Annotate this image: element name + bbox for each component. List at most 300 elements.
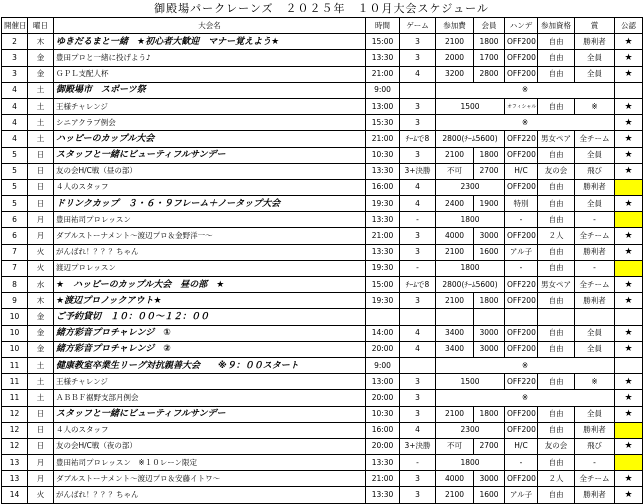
table-cell: 3000	[474, 471, 505, 487]
table-cell: 14:00	[366, 325, 400, 341]
table-cell: OFF200	[505, 422, 538, 438]
table-cell: -	[505, 455, 538, 471]
table-cell: OFF200	[505, 293, 538, 309]
table-cell: 12	[2, 438, 28, 454]
table-cell: 自由	[538, 98, 575, 114]
table-cell: ★渡辺プロノックアウト★	[54, 293, 366, 309]
table-cell: 3	[400, 471, 436, 487]
table-cell: 3400	[436, 325, 474, 341]
column-header: 会員	[474, 18, 505, 34]
table-cell: 2800	[474, 66, 505, 82]
column-header: 参加費	[436, 18, 474, 34]
column-header: ゲーム	[400, 18, 436, 34]
table-cell: 金	[28, 66, 54, 82]
table-cell: ﾁｰﾑで8	[400, 131, 436, 147]
table-cell: 日	[28, 147, 54, 163]
table-cell: 16:00	[366, 422, 400, 438]
table-cell: ★	[615, 390, 643, 406]
table-cell: ★ ハッピーのカップル大会 昼の部 ★	[54, 277, 366, 293]
table-cell: 全員	[575, 196, 615, 212]
table-cell: -	[575, 260, 615, 276]
table-cell: ※	[436, 82, 615, 98]
table-cell: 3	[400, 228, 436, 244]
table-row	[2, 309, 643, 325]
table-cell: ★	[615, 34, 643, 50]
table-cell: 3000	[474, 228, 505, 244]
table-cell: 6	[2, 212, 28, 228]
table-cell: 自由	[538, 212, 575, 228]
table-cell: 1800	[474, 34, 505, 50]
table-cell: 5	[2, 179, 28, 195]
table-cell: 3	[400, 147, 436, 163]
table-cell: 21:00	[366, 228, 400, 244]
table-cell: 2800(ﾁｰﾑ5600)	[436, 131, 505, 147]
column-header: 曜日	[28, 18, 54, 34]
table-row	[2, 406, 643, 422]
table-cell: 11	[2, 357, 28, 373]
table-cell: 4	[400, 325, 436, 341]
table-cell: OFF200	[505, 325, 538, 341]
table-cell	[474, 309, 505, 325]
table-cell: 金	[28, 309, 54, 325]
table-cell: 月	[28, 212, 54, 228]
table-cell: -	[400, 260, 436, 276]
table-cell: 4000	[436, 471, 474, 487]
table-cell: OFF200	[505, 66, 538, 82]
table-cell: 全員	[575, 50, 615, 66]
table-cell: ＧＰＬ支配人杯	[54, 66, 366, 82]
table-cell: 2100	[436, 293, 474, 309]
table-cell: 自由	[538, 293, 575, 309]
table-cell: 10:30	[366, 406, 400, 422]
table-cell: 日	[28, 406, 54, 422]
table-cell: 10	[2, 325, 28, 341]
table-cell: ★	[615, 471, 643, 487]
table-cell: 21:00	[366, 471, 400, 487]
column-header: 時間	[366, 18, 400, 34]
table-cell: 金	[28, 341, 54, 357]
table-cell: 3	[2, 66, 28, 82]
table-cell: 3	[400, 34, 436, 50]
table-cell: 3	[400, 115, 436, 131]
table-row	[2, 438, 643, 454]
table-cell: 自由	[538, 487, 575, 503]
table-cell: 1800	[474, 406, 505, 422]
table-cell: 土	[28, 357, 54, 373]
table-cell: 全員	[575, 406, 615, 422]
table-cell: 飛び	[575, 163, 615, 179]
table-cell: 15:00	[366, 34, 400, 50]
table-cell: 4	[2, 131, 28, 147]
table-cell: 1500	[436, 374, 505, 390]
table-cell: 5	[2, 163, 28, 179]
table-cell: 木	[28, 293, 54, 309]
table-cell: 勝利者	[575, 244, 615, 260]
table-cell: -	[505, 260, 538, 276]
table-cell: 3	[400, 406, 436, 422]
table-cell: ★	[615, 374, 643, 390]
table-cell: 9:00	[366, 82, 400, 98]
table-cell: ★	[615, 341, 643, 357]
table-cell: シニアクラブ例会	[54, 115, 366, 131]
table-cell: 火	[28, 487, 54, 503]
column-header: 賞	[575, 18, 615, 34]
table-cell: 勝利者	[575, 34, 615, 50]
table-cell: 9	[2, 293, 28, 309]
table-cell: 日	[28, 196, 54, 212]
column-header: 開催日	[2, 18, 28, 34]
table-cell: 火	[28, 244, 54, 260]
table-cell: 2100	[436, 244, 474, 260]
table-cell: 4	[2, 115, 28, 131]
table-cell: ４人のスタッフ	[54, 179, 366, 195]
table-cell: 9:00	[366, 357, 400, 373]
table-cell: 土	[28, 131, 54, 147]
table-cell: 3	[400, 374, 436, 390]
table-cell: 11	[2, 390, 28, 406]
table-cell: 14	[2, 487, 28, 503]
table-cell: ★	[615, 131, 643, 147]
table-cell: OFF200	[505, 50, 538, 66]
table-cell: ハッピーのカップル大会	[54, 131, 366, 147]
table-cell: 自由	[538, 196, 575, 212]
table-row	[2, 341, 643, 357]
table-cell: 19:30	[366, 293, 400, 309]
table-cell: 13	[2, 455, 28, 471]
table-cell: ★	[615, 66, 643, 82]
table-cell: 自由	[538, 34, 575, 50]
table-row	[2, 277, 643, 293]
table-cell: 20:00	[366, 341, 400, 357]
table-cell: 13:00	[366, 374, 400, 390]
table-cell: ★	[615, 438, 643, 454]
table-cell: H/C	[505, 438, 538, 454]
column-header: 公認	[615, 18, 643, 34]
table-row	[2, 471, 643, 487]
table-cell: 友の会	[538, 163, 575, 179]
table-cell: ★	[615, 487, 643, 503]
table-cell: ★	[615, 147, 643, 163]
table-row	[2, 179, 643, 195]
table-row	[2, 131, 643, 147]
table-cell: 3	[400, 50, 436, 66]
table-row	[2, 244, 643, 260]
table-cell: 自由	[538, 260, 575, 276]
table-row	[2, 212, 643, 228]
table-cell	[615, 455, 643, 471]
table-row	[2, 293, 643, 309]
table-cell: ★	[615, 406, 643, 422]
table-cell: 土	[28, 390, 54, 406]
table-cell	[436, 309, 474, 325]
table-row	[2, 147, 643, 163]
table-cell: 自由	[538, 422, 575, 438]
table-cell: 自由	[538, 179, 575, 195]
table-cell: ※	[575, 98, 615, 114]
table-cell	[615, 422, 643, 438]
table-cell: ※	[575, 374, 615, 390]
table-cell: OFF220	[505, 277, 538, 293]
table-cell: ダブルストーナメント～渡辺プロ＆金野洋一～	[54, 228, 366, 244]
table-row	[2, 50, 643, 66]
table-cell: アル子	[505, 487, 538, 503]
table-cell: OFF200	[505, 228, 538, 244]
table-cell: 2100	[436, 406, 474, 422]
table-cell: 1900	[474, 196, 505, 212]
table-cell: 月	[28, 471, 54, 487]
table-cell	[400, 82, 436, 98]
table-cell: 全チーム	[575, 228, 615, 244]
table-cell: 19:30	[366, 196, 400, 212]
table-cell: 1800	[436, 260, 505, 276]
table-cell: 2400	[436, 196, 474, 212]
table-cell: 自由	[538, 50, 575, 66]
table-cell: 2700	[474, 163, 505, 179]
table-cell: 勝利者	[575, 179, 615, 195]
table-cell: 土	[28, 98, 54, 114]
table-cell: 3+決勝	[400, 438, 436, 454]
table-cell: ★	[615, 196, 643, 212]
table-row	[2, 260, 643, 276]
table-cell: 2800(ﾁｰﾑ5600)	[436, 277, 505, 293]
table-cell: 日	[28, 163, 54, 179]
table-row	[2, 455, 643, 471]
table-cell: OFF200	[505, 179, 538, 195]
table-cell: 自由	[538, 455, 575, 471]
table-cell	[400, 357, 436, 373]
table-cell: 1800	[436, 212, 505, 228]
table-row	[2, 115, 643, 131]
table-cell: 1700	[474, 50, 505, 66]
column-header: 参加資格	[538, 18, 575, 34]
table-cell: アル子	[505, 244, 538, 260]
table-cell: ★	[615, 228, 643, 244]
table-row	[2, 163, 643, 179]
table-cell	[505, 309, 538, 325]
table-cell: 1500	[436, 98, 505, 114]
table-cell: 13:00	[366, 98, 400, 114]
table-cell: 2300	[436, 179, 505, 195]
table-cell: 21:00	[366, 66, 400, 82]
table-row	[2, 82, 643, 98]
table-cell: 勝利者	[575, 487, 615, 503]
table-cell: 全員	[575, 147, 615, 163]
table-cell: 12	[2, 406, 28, 422]
table-cell: 自由	[538, 66, 575, 82]
table-cell	[575, 309, 615, 325]
table-cell: 3400	[436, 341, 474, 357]
table-cell: 13:30	[366, 455, 400, 471]
table-cell: OFF220	[505, 374, 538, 390]
table-cell: 4	[400, 179, 436, 195]
table-cell: 13:30	[366, 212, 400, 228]
table-row	[2, 66, 643, 82]
table-cell: ※	[436, 390, 615, 406]
page-title: 御殿場パークレーンズ ２０２５年 １０月大会スケジュール	[154, 2, 489, 15]
table-cell: オフィシャル	[505, 98, 538, 114]
table-cell: OFF200	[505, 341, 538, 357]
table-cell: ★	[615, 277, 643, 293]
table-cell: 全チーム	[575, 277, 615, 293]
table-cell: 7	[2, 260, 28, 276]
table-cell: 20:00	[366, 438, 400, 454]
table-cell: 3	[400, 293, 436, 309]
table-cell: 4	[400, 341, 436, 357]
table-cell	[615, 179, 643, 195]
table-cell: 全員	[575, 66, 615, 82]
table-cell: がんばれ！？？？ちゃん	[54, 244, 366, 260]
table-cell: 渡辺プロレッスン	[54, 260, 366, 276]
table-cell: がんばれ！？？？ちゃん	[54, 487, 366, 503]
table-cell: -	[575, 212, 615, 228]
table-cell: 3	[400, 390, 436, 406]
table-cell: 1600	[474, 487, 505, 503]
table-cell: 7	[2, 244, 28, 260]
table-cell: 1800	[436, 455, 505, 471]
table-cell: 豊田祐司プロレッスン ※１０レーン限定	[54, 455, 366, 471]
table-cell: 金	[28, 325, 54, 341]
table-cell: 13:30	[366, 50, 400, 66]
table-cell: 5	[2, 196, 28, 212]
table-cell: ★	[615, 293, 643, 309]
table-cell: 緒方彩音プロチャレンジ ①	[54, 325, 366, 341]
table-cell: 8	[2, 277, 28, 293]
table-cell: 土	[28, 115, 54, 131]
table-cell: 2	[2, 34, 28, 50]
table-cell: 健康教室卒業生リーグ対抗親善大会 ※９：００スタート	[54, 357, 366, 373]
table-cell: ゆきだるまと一緒 ★初心者大歓迎 マナー覚えよう★	[54, 34, 366, 50]
table-cell: 全員	[575, 341, 615, 357]
table-row	[2, 228, 643, 244]
column-header: ハンデ	[505, 18, 538, 34]
table-cell: 御殿場市 スポーツ祭	[54, 82, 366, 98]
table-cell: ※	[436, 115, 615, 131]
table-cell	[538, 309, 575, 325]
table-cell: 男女ペア	[538, 277, 575, 293]
table-cell: 20:00	[366, 390, 400, 406]
table-cell: 全チーム	[575, 131, 615, 147]
table-cell: 2100	[436, 34, 474, 50]
table-header	[2, 18, 643, 34]
table-row	[2, 196, 643, 212]
table-cell: 2100	[436, 147, 474, 163]
table-row	[2, 487, 643, 503]
table-cell: 4	[2, 98, 28, 114]
table-cell: 不可	[436, 438, 474, 454]
table-row	[2, 357, 643, 373]
table-cell: 自由	[538, 374, 575, 390]
table-cell: OFF200	[505, 34, 538, 50]
table-cell: 不可	[436, 163, 474, 179]
table-cell: 男女ペア	[538, 131, 575, 147]
table-row	[2, 374, 643, 390]
table-cell: 2100	[436, 487, 474, 503]
table-cell: ＡＢＢＦ裾野支部月例会	[54, 390, 366, 406]
table-cell: ドリンクカップ ３・６・９フレーム＋ノータップ大会	[54, 196, 366, 212]
table-cell: 4	[400, 196, 436, 212]
table-row	[2, 98, 643, 114]
table-cell: 全員	[575, 325, 615, 341]
table-cell: ※	[436, 357, 615, 373]
table-cell: 勝利者	[575, 422, 615, 438]
table-cell: 13:30	[366, 163, 400, 179]
table-cell: 13:30	[366, 487, 400, 503]
table-cell: ２人	[538, 228, 575, 244]
table-cell: 土	[28, 82, 54, 98]
table-cell: 10	[2, 309, 28, 325]
table-cell	[615, 309, 643, 325]
table-cell: 3000	[474, 341, 505, 357]
table-cell: 6	[2, 228, 28, 244]
table-cell: 飛び	[575, 438, 615, 454]
table-cell: H/C	[505, 163, 538, 179]
table-cell: 木	[28, 34, 54, 50]
table-cell	[615, 260, 643, 276]
table-cell: 自由	[538, 244, 575, 260]
table-cell: 日	[28, 438, 54, 454]
table-cell: OFF200	[505, 406, 538, 422]
table-cell	[615, 212, 643, 228]
schedule-table	[1, 17, 643, 504]
table-cell	[615, 357, 643, 373]
table-cell: ★	[615, 163, 643, 179]
table-cell: -	[505, 212, 538, 228]
table-cell: スタッフと一緒にビューティフルサンデー	[54, 406, 366, 422]
table-cell: 3	[400, 244, 436, 260]
table-cell: 11	[2, 374, 28, 390]
table-cell: ★	[615, 115, 643, 131]
table-cell: 4	[2, 82, 28, 98]
table-cell: ２人	[538, 471, 575, 487]
table-cell: 15:00	[366, 277, 400, 293]
table-cell: 15:30	[366, 115, 400, 131]
table-cell: ★	[615, 98, 643, 114]
table-cell	[366, 309, 400, 325]
table-cell: ４人のスタッフ	[54, 422, 366, 438]
table-cell: 10:30	[366, 147, 400, 163]
table-cell: 水	[28, 277, 54, 293]
table-cell: 1800	[474, 147, 505, 163]
table-row	[2, 390, 643, 406]
table-row	[2, 325, 643, 341]
table-body	[2, 34, 643, 503]
table-cell: 特別	[505, 196, 538, 212]
table-cell: -	[575, 455, 615, 471]
table-cell: 友の会H/C戦（夜の部）	[54, 438, 366, 454]
table-cell: -	[400, 212, 436, 228]
table-cell: 自由	[538, 325, 575, 341]
table-cell: 金	[28, 50, 54, 66]
table-cell: 全チーム	[575, 471, 615, 487]
table-cell: 自由	[538, 147, 575, 163]
table-cell: 勝利者	[575, 293, 615, 309]
table-cell: 1600	[474, 244, 505, 260]
table-cell: ★	[615, 325, 643, 341]
table-cell: 3	[400, 487, 436, 503]
table-cell: 友の会	[538, 438, 575, 454]
table-cell: OFF200	[505, 471, 538, 487]
table-cell: 12	[2, 422, 28, 438]
table-cell: 13	[2, 471, 28, 487]
table-cell: 4	[400, 66, 436, 82]
table-cell: 3	[400, 98, 436, 114]
table-cell: 4000	[436, 228, 474, 244]
table-cell: 豊田プロと一緒に投げよう♪	[54, 50, 366, 66]
table-cell: 19:30	[366, 260, 400, 276]
table-cell: 自由	[538, 406, 575, 422]
table-cell: 日	[28, 422, 54, 438]
table-cell: 3+決勝	[400, 163, 436, 179]
